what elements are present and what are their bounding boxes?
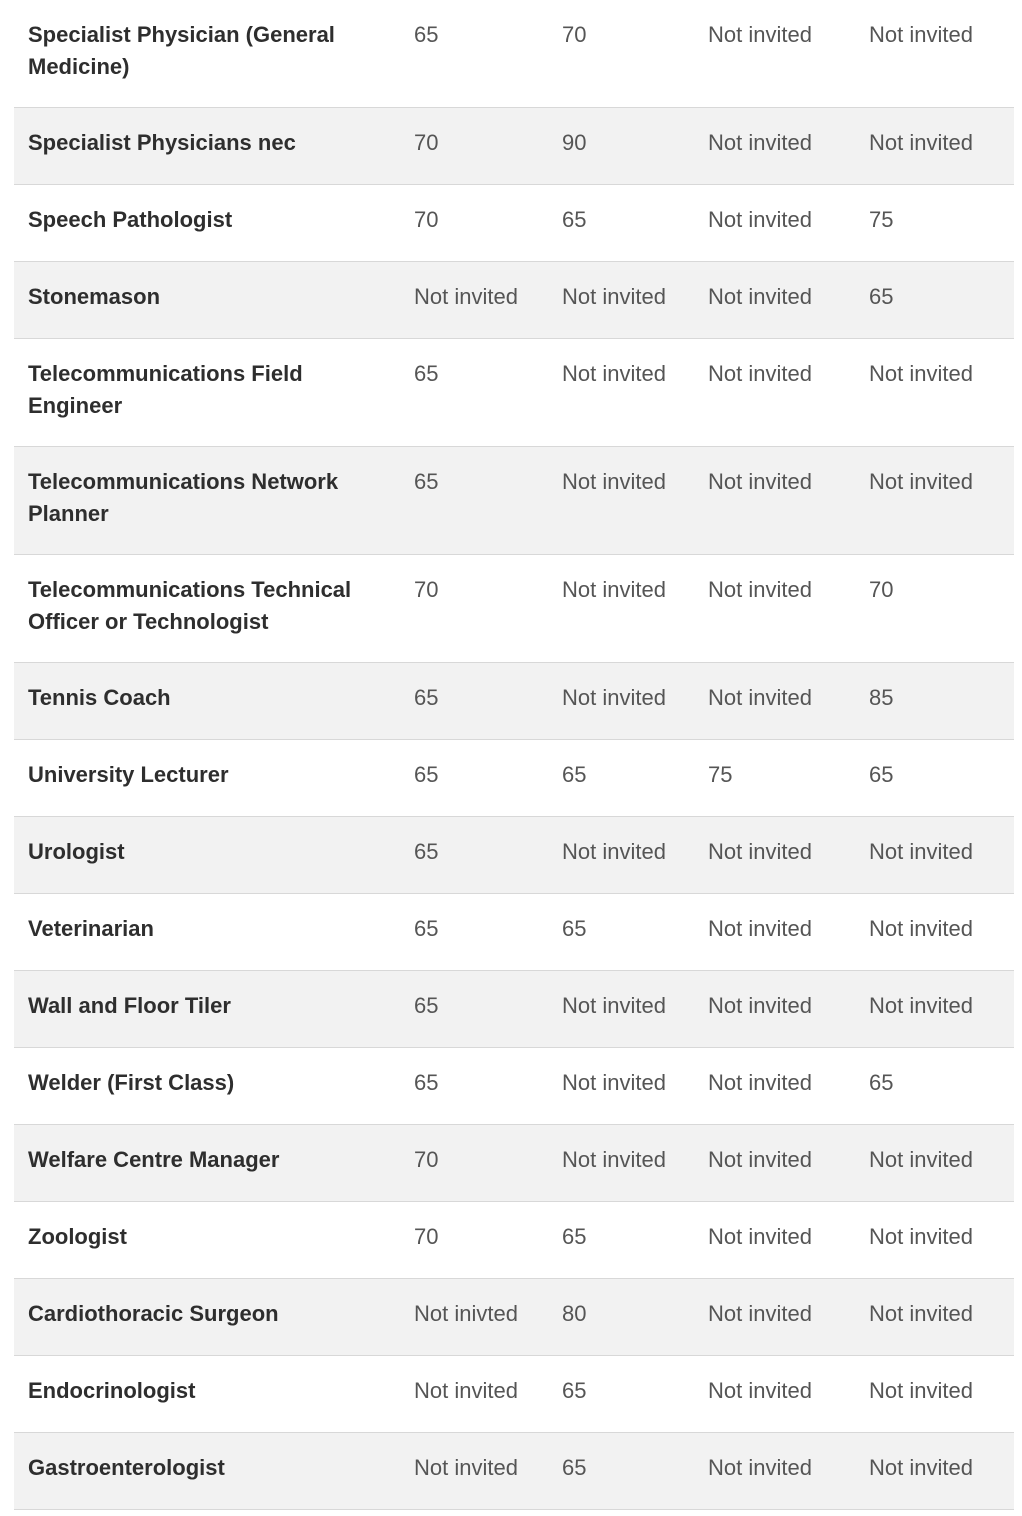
table-row xyxy=(14,971,1014,1048)
points-cell: Not invited xyxy=(694,185,855,262)
occupation-name: University Lecturer xyxy=(14,740,400,817)
points-cell: Not invited xyxy=(548,971,694,1048)
points-cell: Not invited xyxy=(694,663,855,740)
points-cell: 65 xyxy=(548,1356,694,1433)
points-cell: 65 xyxy=(855,740,1014,817)
table-row xyxy=(14,1433,1014,1510)
table-row xyxy=(14,1202,1014,1279)
points-cell: 75 xyxy=(855,185,1014,262)
points-cell: 90 xyxy=(548,108,694,185)
points-cell: Not invited xyxy=(548,663,694,740)
points-cell: Not invited xyxy=(855,108,1014,185)
points-cell: 70 xyxy=(400,185,548,262)
points-cell: 70 xyxy=(548,0,694,108)
points-cell: 65 xyxy=(400,339,548,447)
occupation-name: Urologist xyxy=(14,817,400,894)
points-cell: Not invited xyxy=(694,817,855,894)
points-cell: 65 xyxy=(400,894,548,971)
table-row xyxy=(14,339,1014,447)
points-cell: 65 xyxy=(400,447,548,555)
points-cell: 65 xyxy=(548,740,694,817)
points-cell: Not invited xyxy=(855,1433,1014,1510)
points-cell: 65 xyxy=(400,971,548,1048)
points-cell: 75 xyxy=(694,740,855,817)
occupation-name: Stonemason xyxy=(14,262,400,339)
occupation-name: Specialist Physician (General Medicine) xyxy=(14,0,400,108)
points-cell: Not invited xyxy=(855,339,1014,447)
points-cell: Not invited xyxy=(548,1125,694,1202)
points-cell: Not invited xyxy=(694,1202,855,1279)
occupation-points-table xyxy=(14,0,1014,1510)
points-cell: Not invited xyxy=(855,1202,1014,1279)
occupation-name: Endocrinologist xyxy=(14,1356,400,1433)
table-row xyxy=(14,185,1014,262)
table-row xyxy=(14,108,1014,185)
points-cell: Not invited xyxy=(694,108,855,185)
occupation-name: Welfare Centre Manager xyxy=(14,1125,400,1202)
table-row xyxy=(14,1048,1014,1125)
occupation-name: Telecommunications Field Engineer xyxy=(14,339,400,447)
points-cell: Not invited xyxy=(694,1279,855,1356)
points-cell: 85 xyxy=(855,663,1014,740)
points-cell: Not invited xyxy=(694,339,855,447)
points-cell: Not invited xyxy=(694,0,855,108)
points-cell: 70 xyxy=(400,108,548,185)
table-row xyxy=(14,1279,1014,1356)
points-cell: Not invited xyxy=(548,339,694,447)
points-cell: 65 xyxy=(400,663,548,740)
occupation-name: Tennis Coach xyxy=(14,663,400,740)
points-cell: 65 xyxy=(855,1048,1014,1125)
points-cell: Not invited xyxy=(855,817,1014,894)
occupation-name: Telecommunications Technical Officer or Technologist xyxy=(14,555,400,663)
points-cell: 70 xyxy=(400,555,548,663)
points-cell: 70 xyxy=(400,1125,548,1202)
occupation-name: Welder (First Class) xyxy=(14,1048,400,1125)
points-cell: 65 xyxy=(400,740,548,817)
points-cell: 65 xyxy=(548,1202,694,1279)
points-cell: Not invited xyxy=(548,817,694,894)
points-cell: Not invited xyxy=(855,0,1014,108)
occupation-name: Veterinarian xyxy=(14,894,400,971)
points-cell: Not invited xyxy=(694,971,855,1048)
points-cell: 65 xyxy=(855,262,1014,339)
points-cell: 65 xyxy=(400,817,548,894)
points-cell: Not invited xyxy=(694,1433,855,1510)
points-cell: Not inivted xyxy=(400,1279,548,1356)
table-row xyxy=(14,447,1014,555)
occupation-table-container xyxy=(14,0,1014,1510)
points-cell: Not invited xyxy=(855,1125,1014,1202)
table-row xyxy=(14,1356,1014,1433)
points-cell: 80 xyxy=(548,1279,694,1356)
table-row xyxy=(14,817,1014,894)
table-row xyxy=(14,740,1014,817)
table-row xyxy=(14,663,1014,740)
points-cell: Not invited xyxy=(855,1279,1014,1356)
points-cell: 65 xyxy=(400,1048,548,1125)
occupation-name: Cardiothoracic Surgeon xyxy=(14,1279,400,1356)
points-cell: Not invited xyxy=(694,1048,855,1125)
points-cell: Not invited xyxy=(548,555,694,663)
table-row xyxy=(14,0,1014,108)
points-cell: Not invited xyxy=(400,1356,548,1433)
points-cell: Not invited xyxy=(548,1048,694,1125)
points-cell: 65 xyxy=(548,1433,694,1510)
points-cell: Not invited xyxy=(694,447,855,555)
points-cell: Not invited xyxy=(400,1433,548,1510)
points-cell: Not invited xyxy=(855,1356,1014,1433)
points-cell: Not invited xyxy=(694,894,855,971)
points-cell: Not invited xyxy=(694,555,855,663)
points-cell: Not invited xyxy=(694,1356,855,1433)
occupation-name: Telecommunications Network Planner xyxy=(14,447,400,555)
points-cell: Not invited xyxy=(855,971,1014,1048)
occupation-name: Gastroenterologist xyxy=(14,1433,400,1510)
points-cell: 65 xyxy=(548,894,694,971)
occupation-name: Specialist Physicians nec xyxy=(14,108,400,185)
points-cell: 70 xyxy=(855,555,1014,663)
occupation-name: Zoologist xyxy=(14,1202,400,1279)
points-cell: Not invited xyxy=(694,262,855,339)
points-cell: 70 xyxy=(400,1202,548,1279)
points-cell: 65 xyxy=(548,185,694,262)
points-cell: Not invited xyxy=(548,262,694,339)
table-row xyxy=(14,555,1014,663)
points-cell: Not invited xyxy=(855,894,1014,971)
points-cell: Not invited xyxy=(694,1125,855,1202)
points-cell: Not invited xyxy=(855,447,1014,555)
points-cell: 65 xyxy=(400,0,548,108)
table-body xyxy=(14,0,1014,1510)
points-cell: Not invited xyxy=(548,447,694,555)
occupation-name: Wall and Floor Tiler xyxy=(14,971,400,1048)
points-cell: Not invited xyxy=(400,262,548,339)
table-row xyxy=(14,894,1014,971)
table-row xyxy=(14,262,1014,339)
table-row xyxy=(14,1125,1014,1202)
occupation-name: Speech Pathologist xyxy=(14,185,400,262)
